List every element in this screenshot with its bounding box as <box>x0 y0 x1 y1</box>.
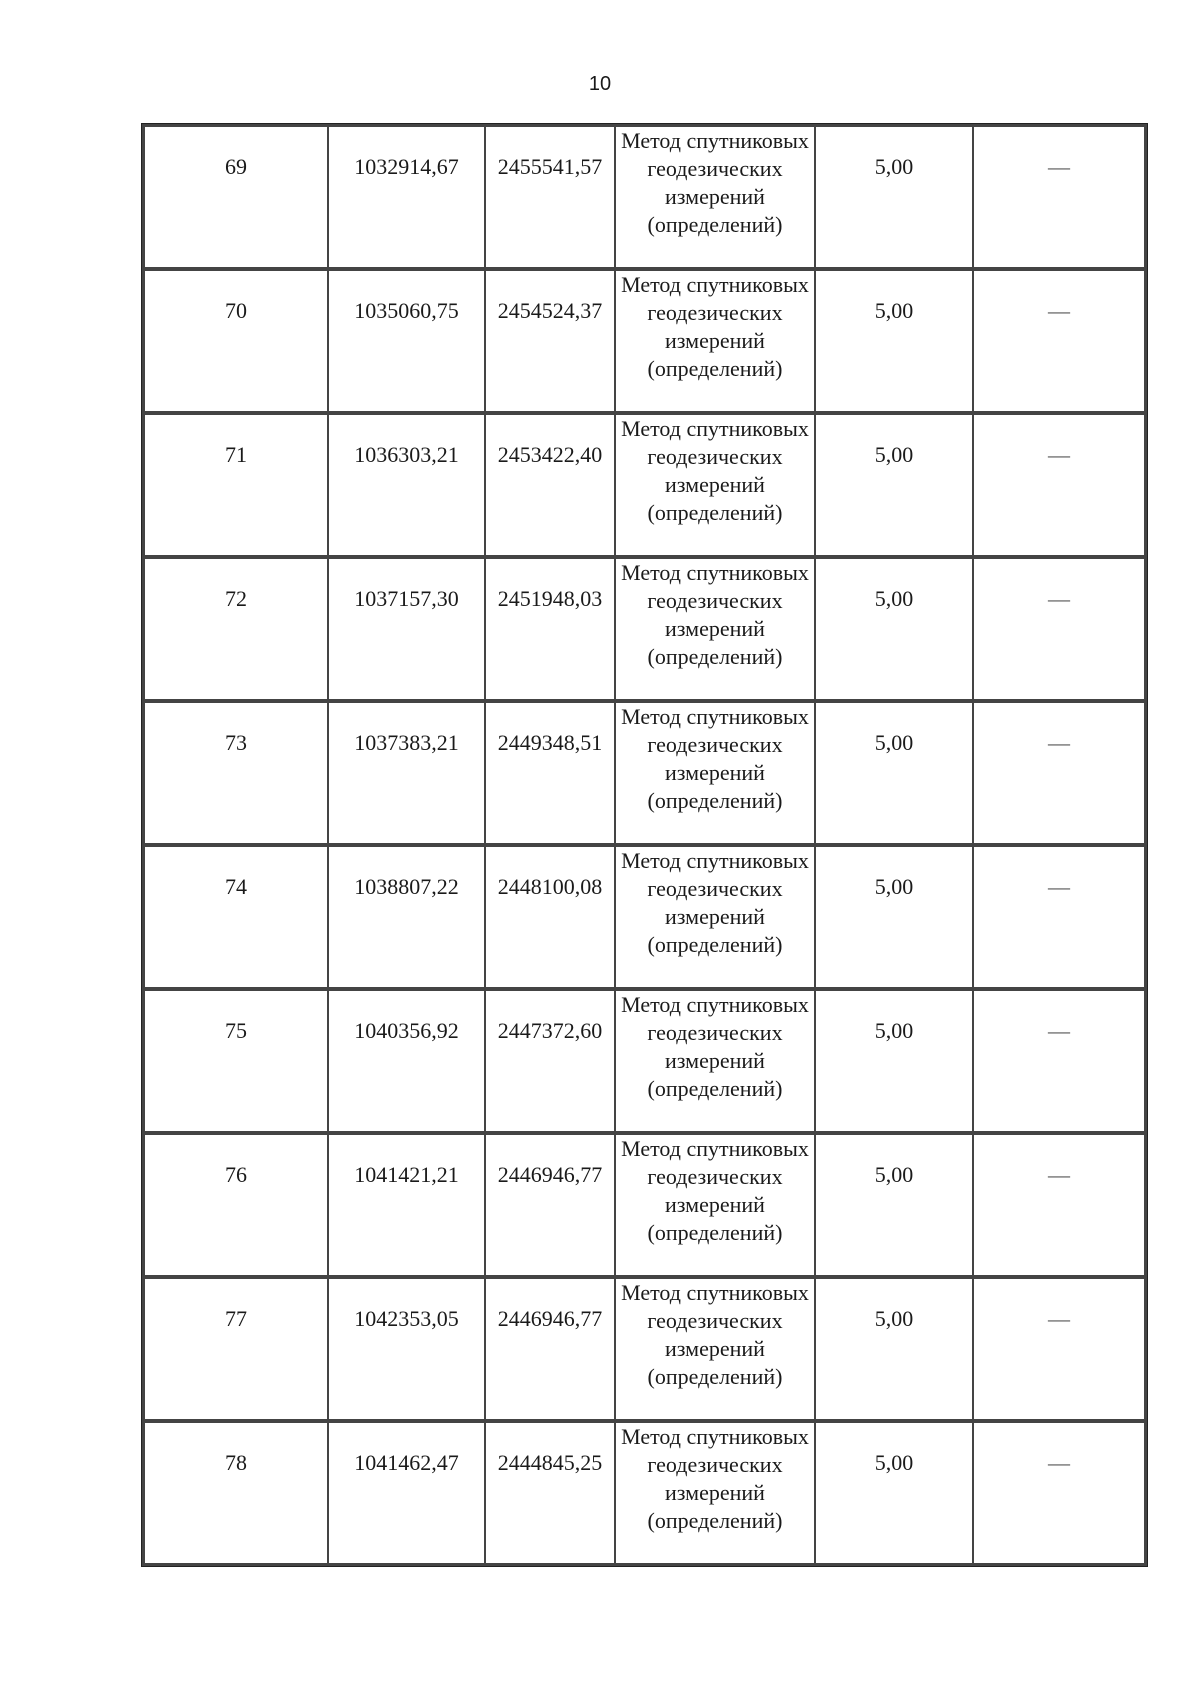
y-coordinate-cell: 2447372,60 <box>485 988 615 1132</box>
description-cell: — <box>973 268 1147 412</box>
y-coordinate-cell: 2448100,08 <box>485 844 615 988</box>
point-number-cell: 71 <box>142 412 328 556</box>
description-cell: — <box>973 1132 1147 1276</box>
coordinates-table-container <box>141 123 1146 1567</box>
point-number-cell: 70 <box>142 268 328 412</box>
method-cell: Метод спутниковых геодезических измерений (определений) <box>615 124 815 268</box>
method-cell: Метод спутниковых геодезических измерений (определений) <box>615 988 815 1132</box>
accuracy-cell: 5,00 <box>815 268 973 412</box>
x-coordinate-cell: 1037157,30 <box>328 556 485 700</box>
table-row <box>142 1132 1147 1276</box>
accuracy-cell: 5,00 <box>815 700 973 844</box>
x-coordinate-cell: 1037383,21 <box>328 700 485 844</box>
y-coordinate-cell: 2449348,51 <box>485 700 615 844</box>
method-cell: Метод спутниковых геодезических измерений (определений) <box>615 268 815 412</box>
table-row <box>142 844 1147 988</box>
x-coordinate-cell: 1035060,75 <box>328 268 485 412</box>
description-cell: — <box>973 1276 1147 1420</box>
method-cell: Метод спутниковых геодезических измерений (определений) <box>615 1132 815 1276</box>
accuracy-cell: 5,00 <box>815 844 973 988</box>
description-cell: — <box>973 700 1147 844</box>
point-number-cell: 74 <box>142 844 328 988</box>
accuracy-cell: 5,00 <box>815 1132 973 1276</box>
table-row <box>142 1276 1147 1420</box>
table-body <box>142 124 1147 1566</box>
method-cell: Метод спутниковых геодезических измерений (определений) <box>615 556 815 700</box>
y-coordinate-cell: 2454524,37 <box>485 268 615 412</box>
x-coordinate-cell: 1041462,47 <box>328 1420 485 1566</box>
description-cell: — <box>973 124 1147 268</box>
accuracy-cell: 5,00 <box>815 988 973 1132</box>
description-cell: — <box>973 412 1147 556</box>
method-cell: Метод спутниковых геодезических измерений (определений) <box>615 844 815 988</box>
table-row <box>142 412 1147 556</box>
description-cell: — <box>973 1420 1147 1566</box>
method-cell: Метод спутниковых геодезических измерений (определений) <box>615 412 815 556</box>
method-cell: Метод спутниковых геодезических измерений (определений) <box>615 1276 815 1420</box>
x-coordinate-cell: 1036303,21 <box>328 412 485 556</box>
y-coordinate-cell: 2453422,40 <box>485 412 615 556</box>
y-coordinate-cell: 2455541,57 <box>485 124 615 268</box>
point-number-cell: 77 <box>142 1276 328 1420</box>
x-coordinate-cell: 1038807,22 <box>328 844 485 988</box>
description-cell: — <box>973 844 1147 988</box>
table-row <box>142 124 1147 268</box>
point-number-cell: 69 <box>142 124 328 268</box>
accuracy-cell: 5,00 <box>815 556 973 700</box>
y-coordinate-cell: 2451948,03 <box>485 556 615 700</box>
table-row <box>142 1420 1147 1566</box>
accuracy-cell: 5,00 <box>815 124 973 268</box>
table-row <box>142 268 1147 412</box>
table-row <box>142 988 1147 1132</box>
y-coordinate-cell: 2446946,77 <box>485 1132 615 1276</box>
point-number-cell: 73 <box>142 700 328 844</box>
accuracy-cell: 5,00 <box>815 1276 973 1420</box>
table-row <box>142 700 1147 844</box>
method-cell: Метод спутниковых геодезических измерений (определений) <box>615 1420 815 1566</box>
point-number-cell: 75 <box>142 988 328 1132</box>
y-coordinate-cell: 2446946,77 <box>485 1276 615 1420</box>
x-coordinate-cell: 1041421,21 <box>328 1132 485 1276</box>
page-number: 10 <box>588 73 612 95</box>
accuracy-cell: 5,00 <box>815 412 973 556</box>
x-coordinate-cell: 1032914,67 <box>328 124 485 268</box>
y-coordinate-cell: 2444845,25 <box>485 1420 615 1566</box>
x-coordinate-cell: 1042353,05 <box>328 1276 485 1420</box>
point-number-cell: 78 <box>142 1420 328 1566</box>
table-row <box>142 556 1147 700</box>
coordinates-table <box>141 123 1148 1567</box>
point-number-cell: 72 <box>142 556 328 700</box>
x-coordinate-cell: 1040356,92 <box>328 988 485 1132</box>
description-cell: — <box>973 988 1147 1132</box>
point-number-cell: 76 <box>142 1132 328 1276</box>
method-cell: Метод спутниковых геодезических измерений (определений) <box>615 700 815 844</box>
description-cell: — <box>973 556 1147 700</box>
accuracy-cell: 5,00 <box>815 1420 973 1566</box>
